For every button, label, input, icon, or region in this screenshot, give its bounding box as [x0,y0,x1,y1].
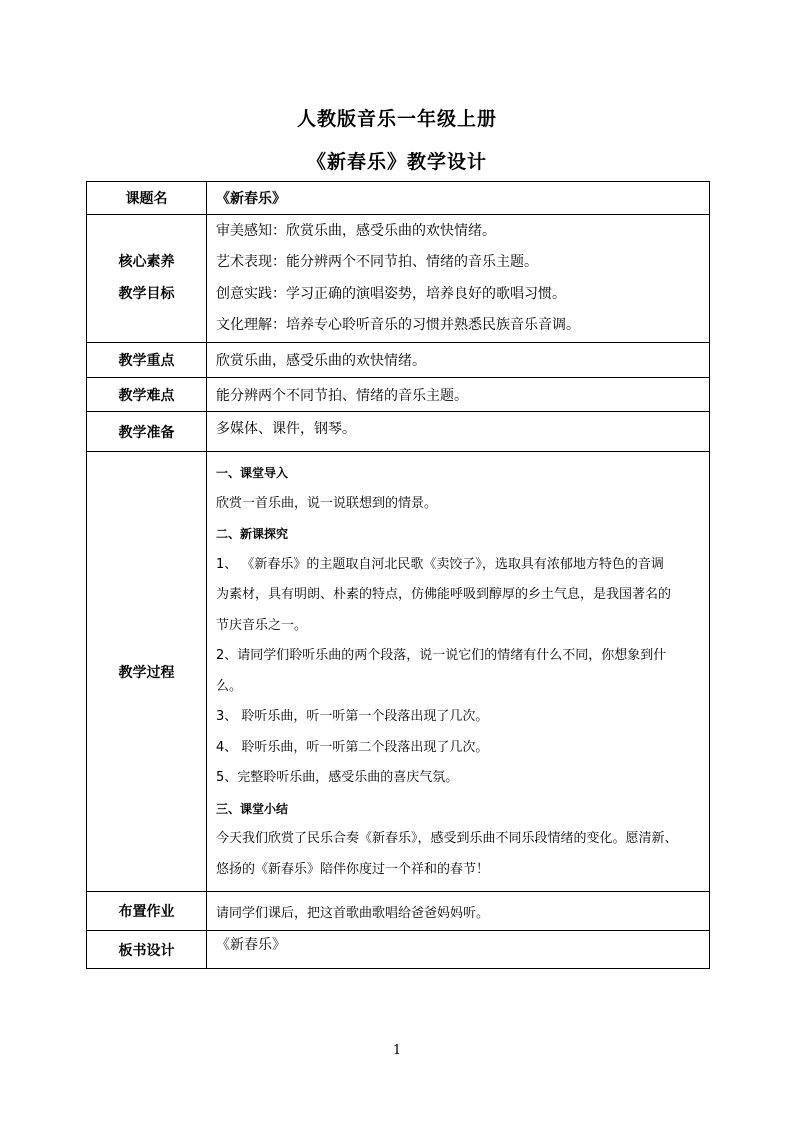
section-heading: 一、课堂导入 [216,466,289,480]
row-key-point [87,343,710,378]
process-line: 3、 聆听乐曲，听一听第一个段落出现了几次。 [216,709,489,724]
homework-value: 请同学们课后，把这首歌曲歌唱给爸爸妈妈听。 [207,892,710,931]
preparation-value: 多媒体、课件，钢琴。 [207,412,710,452]
process-line: 4、 聆听乐曲，听一听第二个段落出现了几次。 [216,739,489,755]
objective-item: 文化理解：培养专心聆听音乐的习惯并熟悉民族音乐音调。 [216,317,580,333]
objective-item: 创意实践：学习正确的演唱姿势，培养良好的歌唱习惯。 [216,285,566,302]
row-homework [87,892,710,931]
objectives-label [87,215,207,343]
objective-item: 审美感知：欣赏乐曲，感受乐曲的欢快情绪。 [216,222,496,239]
document-title: 人教版音乐一年级上册 [296,108,497,130]
process-line: 5、完整聆听乐曲，感受乐曲的喜庆气氛。 [216,770,459,785]
section-heading: 三、课堂小结 [216,801,289,816]
process-line: 为素材，具有明朗、朴素的特点，仿佛能呼吸到醇厚的乡土气息，是我国著名的 [216,587,672,602]
process-line: 么。 [216,678,243,694]
objective-item: 艺术表现：能分辨两个不同节拍、情绪的音乐主题。 [216,254,538,270]
process-line: 悠扬的《新春乐》陪伴你度过一个祥和的春节！ [216,861,490,877]
topic-label: 课题名 [87,182,207,215]
objectives-list [207,215,710,343]
board-value: 《新春乐》 [207,931,710,969]
process-label: 教学过程 [87,452,207,892]
document-subtitle: 《新春乐》教学设计 [306,151,487,173]
row-process [87,452,710,892]
process-line: 节庆音乐之一。 [216,617,308,633]
row-board [87,931,710,969]
homework-label: 布置作业 [87,892,207,931]
section-heading: 二、新课探究 [216,527,289,541]
row-topic [87,182,710,215]
board-label: 板书设计 [87,931,207,969]
key-point-label: 教学重点 [87,343,207,378]
objectives-label-line2: 教学目标 [118,285,175,302]
row-preparation [87,412,710,452]
row-difficulty [87,378,710,412]
process-line: 2、请同学们聆听乐曲的两个段落，说一说它们的情绪有什么不同，你想象到什 [216,648,667,663]
process-line: 1、 《新春乐》的主题取自河北民歌《卖饺子》，选取具有浓郁地方特色的音调 [216,556,664,572]
row-objectives [87,215,710,343]
process-line: 今天我们欣赏了民乐合奏《新春乐》，感受到乐曲不同乐段情绪的变化。愿清新、 [216,831,678,846]
preparation-label: 教学准备 [87,412,207,452]
difficulty-value: 能分辨两个不同节拍、情绪的音乐主题。 [207,378,710,412]
difficulty-label: 教学难点 [87,378,207,412]
key-point-value: 欣赏乐曲，感受乐曲的欢快情绪。 [207,343,710,378]
process-line: 欣赏一首乐曲，说一说联想到的情景。 [216,495,438,511]
objectives-label-line1: 核心素养 [118,254,175,270]
page-number: 1 [392,1043,402,1058]
process-content [207,452,710,892]
topic-value: 《新春乐》 [207,182,710,215]
lesson-plan-table [86,181,710,969]
